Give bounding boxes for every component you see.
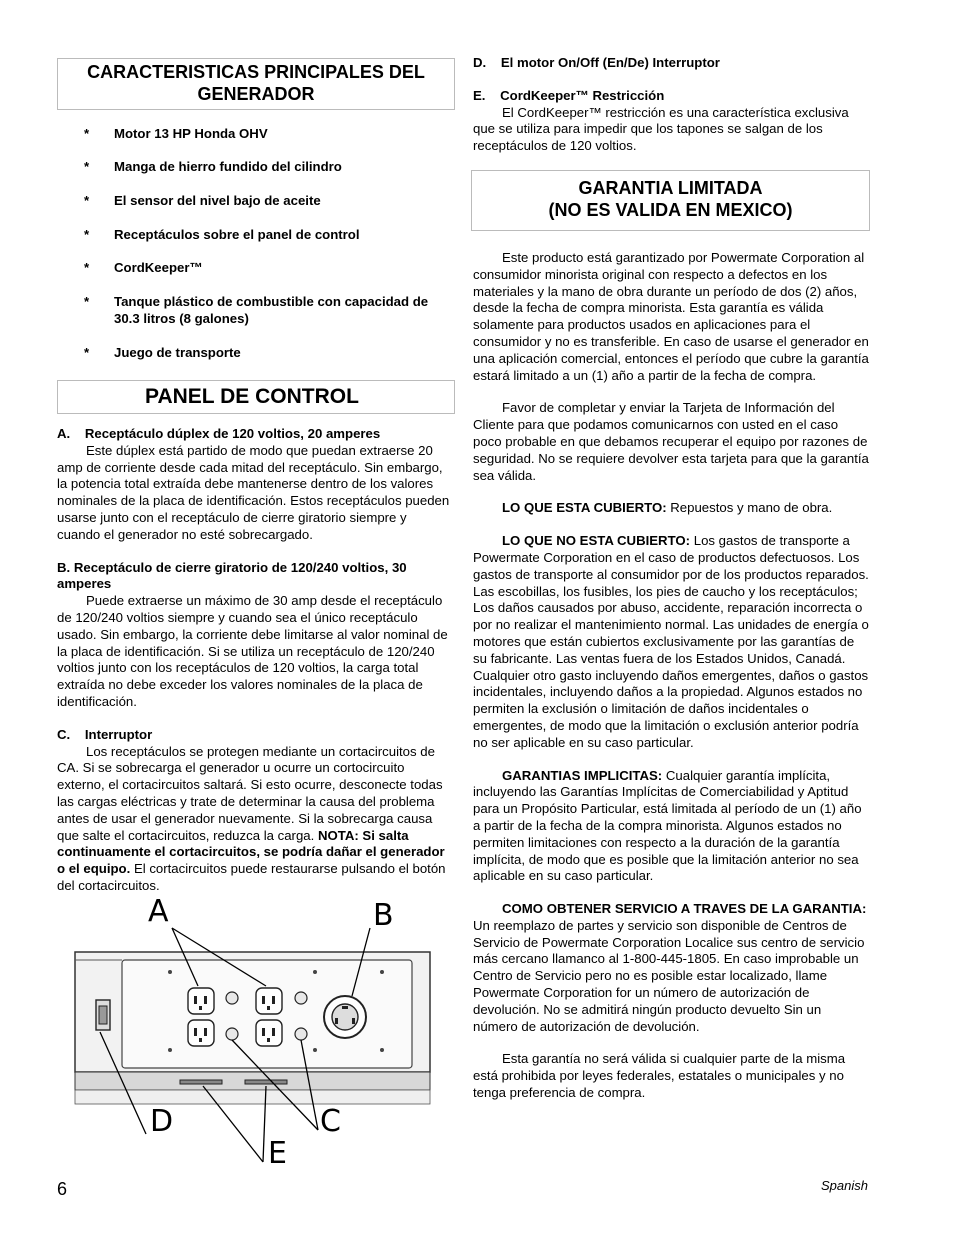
figure-label-a: A (148, 894, 169, 929)
figure-label-b: B (373, 898, 394, 933)
figure-label-e: E (268, 1136, 287, 1171)
warranty-covered: LO QUE ESTA CUBIERTO: Repuestos y mano de obra. (502, 500, 833, 516)
section-a-body: Este dúplex está partido de modo que puedan extraerse 20 amp de corriente desde cada mitad del receptáculo. Sin embargo, la potencia total extraída debe mantenerse dentro de los valores nominales de la placa de identificación. Estos receptáculos pueden usarse junto con el receptáculo de cierre giratorio siempre y cuando el generador no esté sobrecargado. (57, 442, 450, 542)
footer-language: Spanish (821, 1178, 868, 1193)
warranty-last-paragraph: Esta garantía no será válida si cualquier parte de la misma está prohibida por leyes federales, estatales o municipales y no tenga preferencia de compra. (473, 1051, 846, 1101)
panel-title-box (57, 380, 455, 414)
section-e-heading: E. CordKeeper™ Restricción (473, 87, 665, 103)
section-e-body: El CordKeeper™ restricción es una característica exclusiva que se utiliza para impedir que los tapones se salgan de los receptáculos de 120 voltios. (473, 104, 849, 154)
section-c-note: NOTA: Si salta continuamente el cortacircuitos, se podría dañar el generador o el equipo. (57, 827, 445, 877)
figure-label-c: C (320, 1104, 341, 1139)
features-title-line2: GENERADOR (197, 84, 315, 104)
section-c-body: Los receptáculos se protegen mediante un cortacircuitos de CA. Si se sobrecarga el generador u ocurre un cortocircuito externo, el cortacircuitos saltará. Si esto ocurre, desconecte todas las cargas eléctricas y trate de determinar la causa del problema antes de usar el generador nuevamente. Si la sobrecarga causa que salte el cortacircuitos, reduzca la carga. NOTA: Si salta continuamente el cortacircuitos, se podría dañar el generador o el equipo. El cortacircuitos puede restaurarse pulsando el botón del cortacircuitos. (57, 743, 446, 893)
list-item: * Manga de hierro fundido del cilindro (84, 159, 342, 174)
panel-title: PANEL DE CONTROL (145, 385, 359, 408)
list-item: * CordKeeper™ (84, 260, 203, 275)
figure-label-d: D (150, 1104, 174, 1139)
warranty-not-covered: LO QUE NO ESTA CUBIERTO: Los gastos de transporte a Powermate Corporation en el caso de productos defectuosos. Los gastos de transporte al consumidor por de los productos reparados. Las escobillas, los fusibles, los pies de caucho y los receptáculos; Los daños causados por abuso, accidente, reparación incorrecta o por no realizar el mantenimiento normal. Las unidades de energía o motores que están cubiertos exclusivamente por las garantías de su fabricante. Las ventas fuera de los Estados Unidos, Canadá. Cualquier otro gasto incluyendo daños emergentes, daños o gastos incidentales, incluyendo daños a la propiedad. Algunos estados no permiten la exclusión o limitación de daños incidentales o emergentes, de modo que la limitación o exclusión anterior podría no ser aplicable en su caso particular. (473, 533, 869, 750)
warranty-paragraph-2: Favor de completar y enviar la Tarjeta de Información del Cliente para que podamos comunicarnos con usted en el caso poco probable en que debamos recuperar el equipo por razones de seguridad. No se requiere devolver esta tarjeta para que la garantía sea válida. (473, 400, 869, 483)
features-title-box (57, 58, 455, 110)
list-item: * Juego de transporte (84, 345, 241, 360)
panel-sections (57, 426, 453, 895)
warranty-body (473, 250, 869, 1102)
control-panel-figure (70, 894, 440, 1185)
section-d-heading: D. El motor On/Off (En/De) Interruptor (473, 55, 720, 70)
section-b-heading: B. Receptáculo de cierre giratorio de 120/240 voltios, 30 amperes (57, 559, 407, 592)
warranty-title-box (471, 170, 870, 231)
list-item: * El sensor del nivel bajo de aceite (84, 193, 321, 208)
warranty-service: COMO OBTENER SERVICIO A TRAVES DE LA GARANTIA: Un reemplazo de partes y servicio son disponible de Centros de Servicio de Powermate Corporation Localice sus centro de servicio más cercano llamanco al 1-800-445-1805. En caso improbable un Centro de Servicio pero no es posible estar localizado, llame Powermate Corporation for un número de autorización de devolución. No se admitirá ningún producto devuelto Sin un número de autorización de devolución. (473, 901, 867, 1034)
section-a-heading: A. Receptáculo dúplex de 120 voltios, 20 amperes (57, 426, 381, 441)
right-top-sections (473, 55, 869, 155)
control-panel-diagram (70, 894, 440, 1185)
section-b-body: Puede extraerse un máximo de 30 amp desde el receptáculo de 120/240 voltios siempre y cuando sea el único receptáculo usado. Sin embargo, la corriente debe limitarse al valor nominal de la placa de identificación. Si se utiliza un receptáculo de 120/240 voltios junto con los receptáculos de 120 voltios, la carga total extraída no debe exceder los valores nominales de la placa de identificación. (57, 593, 448, 709)
section-c-heading: C. Interruptor (57, 726, 153, 742)
warranty-implied: GARANTIAS IMPLICITAS: Cualquier garantía implícita, incluyendo las Garantías Implícitas de Comerciabilidad y Aptitud para un Propósito Particular, está limitada al período de un (1) año a partir de la fecha de la compra minorista. Algunos estados no permiten limitaciones con respecto a la duración de la garantía implícita, de modo que es posible que la limitación anterior no sea aplicable en su caso particular. (473, 767, 862, 884)
page-number: 6 (57, 1179, 68, 1199)
warranty-title-line1: GARANTIA LIMITADA (578, 178, 763, 198)
list-item: * Tanque plástico de combustible con capacidad de 30.3 litros (8 galones) (84, 294, 429, 326)
features-title-line1: CARACTERISTICAS PRINCIPALES DEL (87, 62, 425, 82)
warranty-title-line2: (NO ES VALIDA EN MEXICO) (548, 200, 793, 220)
list-item: * Motor 13 HP Honda OHV (84, 126, 268, 141)
warranty-paragraph-1: Este producto está garantizado por Powermate Corporation al consumidor minorista original con respecto a defectos en los materiales y la mano de obra durante un período de dos (2) años, desde la fecha de compra minorista. Esta garantía es válida solamente para productos usados en aplicaciones para el consumidor y no es transferible. En caso de usarse el generador en una aplicación comercial, entonces el período que cubre la garantía estará limitado a un (1) año a partir de la fecha de compra. (473, 250, 869, 383)
list-item: * Receptáculos sobre el panel de control (84, 227, 360, 242)
